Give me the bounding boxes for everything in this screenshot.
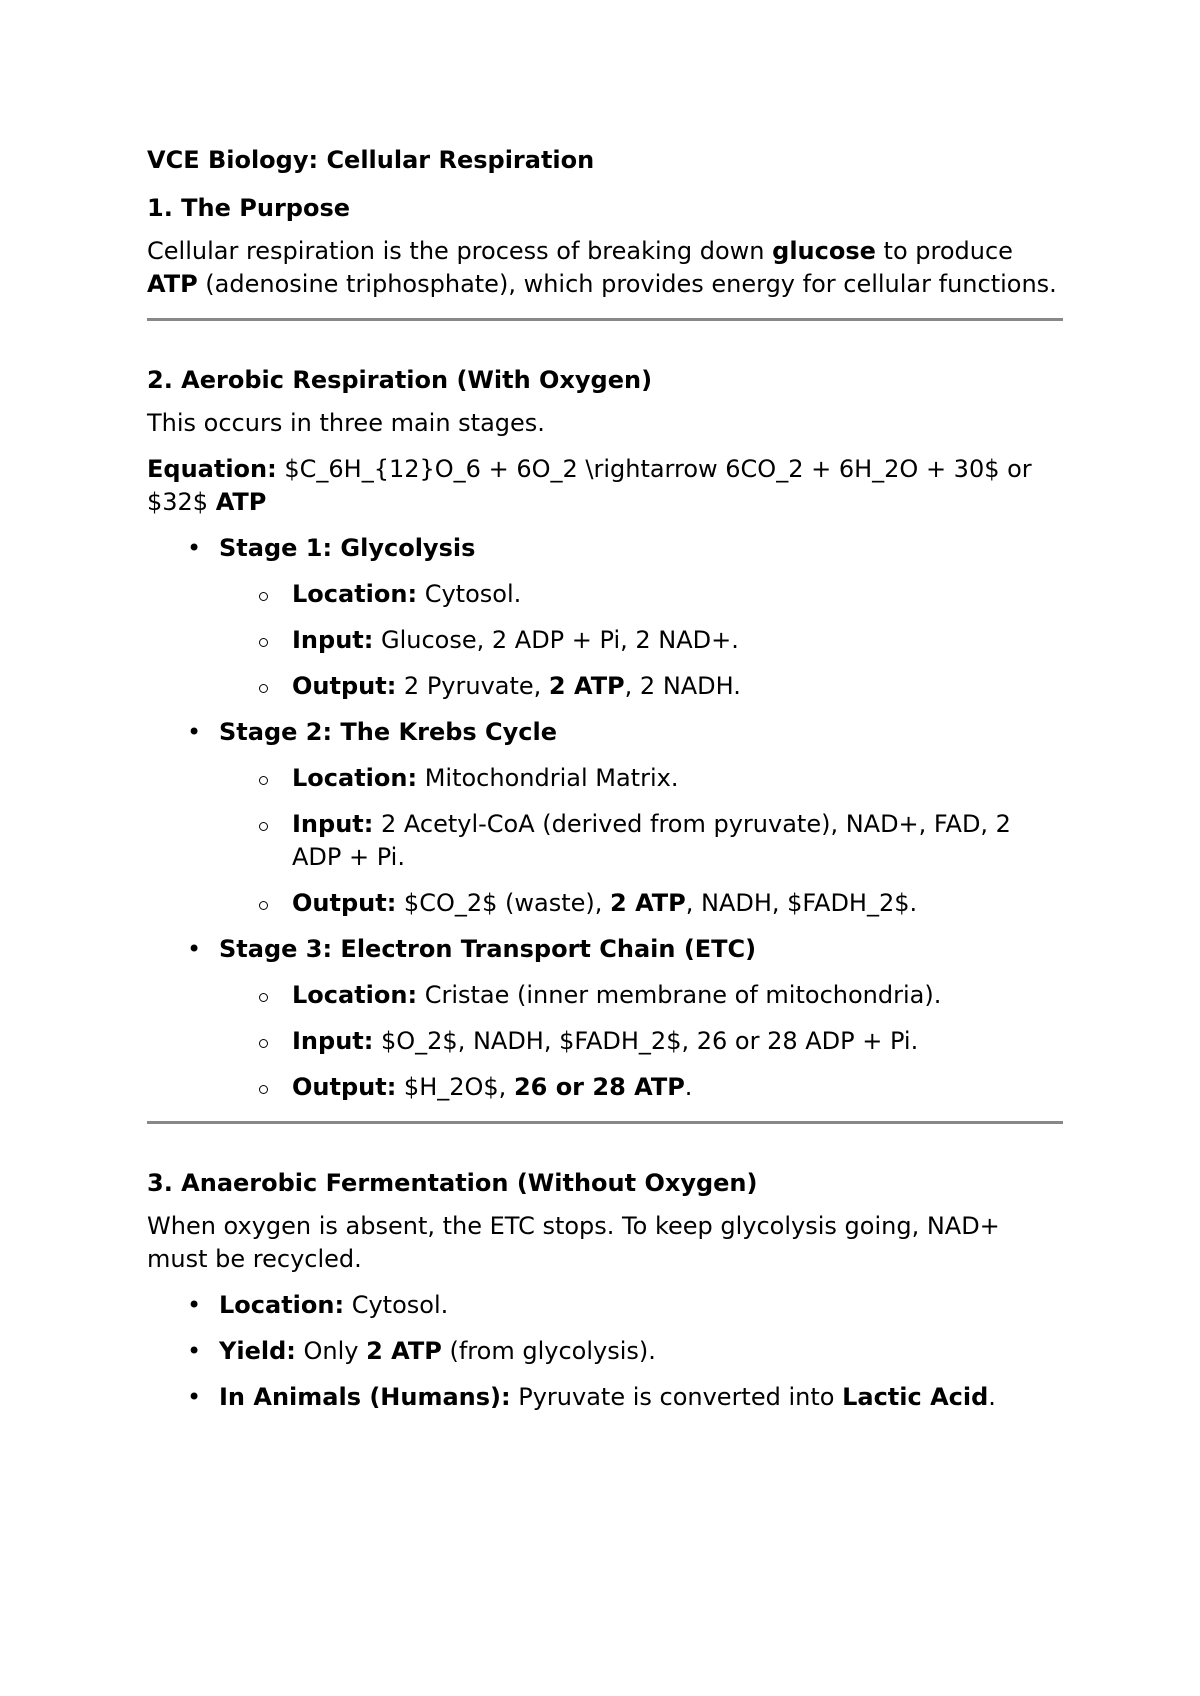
section-3-intro: When oxygen is absent, the ETC stops. To keep glycolysis going, NAD+ must be recycled.: [147, 1212, 1000, 1273]
value: $O_2$, NADH, $FADH_2$, 26 or 28 ADP + Pi.: [373, 1027, 919, 1055]
list-item: [219, 670, 1063, 703]
circle-bullet-icon: [259, 1039, 268, 1048]
circle-bullet-icon: [259, 776, 268, 785]
document-page: [147, 142, 1063, 1414]
section-1-heading: 1. The Purpose: [147, 194, 351, 222]
list-item: [219, 887, 1063, 920]
list-item: [147, 1368, 1063, 1414]
equation-atp: ATP: [215, 488, 267, 516]
value: Cytosol.: [417, 580, 522, 608]
bullet-icon: •: [187, 1337, 202, 1365]
list-item: [219, 1071, 1063, 1104]
bold-value: Lactic Acid: [842, 1383, 989, 1411]
bold-value: 2 ATP: [610, 889, 686, 917]
section-3-heading: 3. Anaerobic Fermentation (Without Oxygen): [147, 1169, 758, 1197]
value: $CO_2$ (waste),: [396, 889, 611, 917]
stage-1-sublist: [219, 578, 1063, 703]
value: .: [988, 1383, 996, 1411]
value: (from glycolysis).: [441, 1337, 656, 1365]
equation-paragraph: [147, 453, 1063, 519]
text: Cellular respiration is the process of breaking down: [147, 237, 773, 265]
circle-bullet-icon: [259, 684, 268, 693]
list-item: [219, 762, 1063, 795]
stage-3-title: Stage 3: Electron Transport Chain (ETC): [219, 935, 757, 963]
circle-bullet-icon: [259, 822, 268, 831]
stage-1-title: Stage 1: Glycolysis: [219, 534, 476, 562]
bullet-icon: •: [187, 718, 202, 746]
label: Input:: [292, 1027, 374, 1055]
bold-value: 2 ATP: [548, 672, 625, 700]
list-item: [219, 624, 1063, 657]
stages-list: [147, 532, 1063, 1104]
value: , NADH, $FADH_2$.: [685, 889, 918, 917]
list-item-stage-2: [147, 703, 1063, 920]
text: to produce: [875, 237, 1013, 265]
value: 2 Acetyl-CoA (derived from pyruvate), NAD+, FAD, 2 ADP + Pi.: [292, 810, 1011, 871]
value: .: [684, 1073, 693, 1101]
value: Pyruvate is converted into: [510, 1383, 843, 1411]
label: Location:: [292, 981, 418, 1009]
bullet-icon: •: [187, 935, 202, 963]
circle-bullet-icon: [259, 1085, 268, 1094]
list-item: [219, 578, 1063, 611]
value: Glucose, 2 ADP + Pi, 2 NAD+.: [373, 626, 739, 654]
value: Cytosol.: [344, 1291, 449, 1319]
circle-bullet-icon: [259, 592, 268, 601]
list-item-stage-1: [147, 532, 1063, 703]
circle-bullet-icon: [259, 901, 268, 910]
text: (adenosine triphosphate), which provides energy for cellular functions.: [197, 270, 1057, 298]
value: , 2 NADH.: [624, 672, 741, 700]
horizontal-rule: [147, 1121, 1063, 1124]
stage-2-title: Stage 2: The Krebs Cycle: [219, 718, 558, 746]
list-item: [147, 1289, 1063, 1322]
stage-3-sublist: [219, 979, 1063, 1104]
bold-term-atp: ATP: [147, 270, 198, 298]
label: Yield:: [219, 1337, 296, 1365]
value: Mitochondrial Matrix.: [417, 764, 679, 792]
label: Output:: [292, 889, 397, 917]
value: Cristae (inner membrane of mitochondria).: [417, 981, 942, 1009]
label: Output:: [292, 672, 397, 700]
equation-text: $C_6H_{12}O_6 + 6O_2 \rightarrow 6CO_2 + 6H_2O + 30$ or $32$: [147, 455, 1032, 516]
bullet-icon: •: [187, 1383, 202, 1411]
label: In Animals (Humans):: [219, 1383, 511, 1411]
label: Location:: [219, 1291, 345, 1319]
bullet-icon: •: [187, 1291, 202, 1319]
horizontal-rule: [147, 318, 1063, 321]
value: 2 Pyruvate,: [396, 672, 549, 700]
section-2-intro: This occurs in three main stages.: [147, 409, 545, 437]
label: Input:: [292, 626, 374, 654]
stage-2-sublist: [219, 762, 1063, 920]
bold-term-glucose: glucose: [772, 237, 876, 265]
bold-value: 2 ATP: [366, 1337, 442, 1365]
circle-bullet-icon: [259, 638, 268, 647]
value: $H_2O$,: [396, 1073, 514, 1101]
label: Input:: [292, 810, 374, 838]
list-item: [219, 979, 1063, 1012]
section-2-heading: 2. Aerobic Respiration (With Oxygen): [147, 366, 653, 394]
list-item-stage-3: [147, 920, 1063, 1104]
section-1-paragraph: [147, 235, 1063, 301]
fermentation-list: [147, 1289, 1063, 1414]
document-title: VCE Biology: Cellular Respiration: [147, 146, 595, 174]
bullet-icon: •: [187, 534, 202, 562]
bold-value: 26 or 28 ATP: [513, 1073, 685, 1101]
circle-bullet-icon: [259, 993, 268, 1002]
label: Location:: [292, 580, 418, 608]
value: Only: [295, 1337, 367, 1365]
equation-label: Equation:: [147, 455, 277, 483]
label: Output:: [292, 1073, 397, 1101]
label: Location:: [292, 764, 418, 792]
list-item: [219, 1025, 1063, 1058]
list-item: [147, 1322, 1063, 1368]
list-item: [219, 808, 1063, 874]
